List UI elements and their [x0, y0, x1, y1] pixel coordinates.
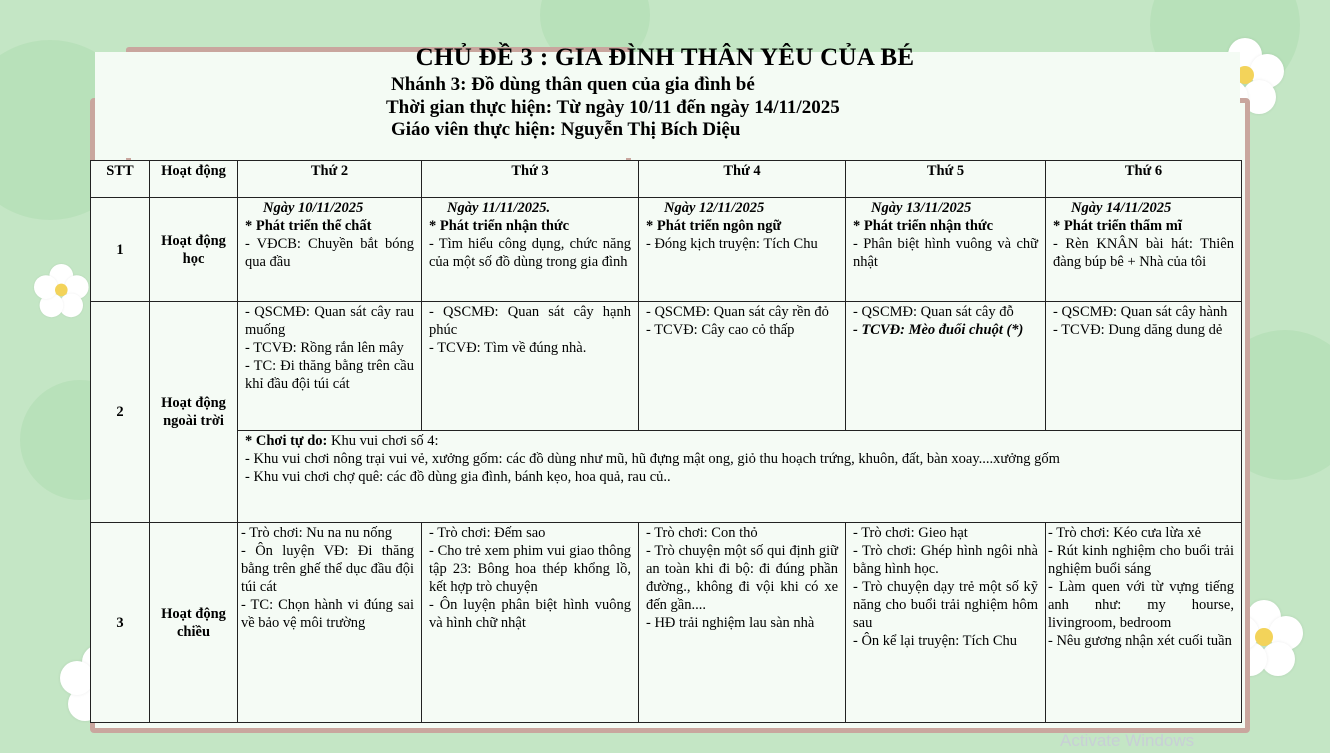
row-number: 3	[91, 523, 150, 723]
schedule-cell	[639, 302, 846, 431]
activity-line: - QSCMĐ: Quan sát cây đỗ	[853, 304, 1014, 320]
schedule-cell	[422, 523, 639, 723]
table-header-row	[91, 161, 1242, 198]
activity-line: - Trò chơi: Gieo hạt	[853, 525, 968, 541]
domain-label: * Phát triển nhận thức	[429, 218, 570, 234]
column-header: Thứ 4	[639, 161, 846, 198]
activity-line: - TCVĐ: Tìm về đúng nhà.	[429, 340, 587, 356]
branch-line: Nhánh 3: Đồ dùng thân quen của gia đình bé	[391, 74, 755, 95]
date-label: Ngày 14/11/2025	[1071, 200, 1172, 216]
activity-line: - Trò chơi: Con thỏ	[646, 525, 758, 541]
flower-decoration-icon	[34, 264, 76, 306]
row-number: 1	[91, 198, 150, 302]
schedule-cell	[639, 198, 846, 302]
schedule-cell	[1046, 302, 1242, 431]
column-header: Thứ 2	[238, 161, 422, 198]
column-header: STT	[91, 161, 150, 198]
activity-line: - TCVĐ: Cây cao cỏ thấp	[646, 322, 795, 338]
schedule-cell	[1046, 198, 1242, 302]
activity-line: - Trò chuyện dạy trẻ một số kỹ năng cho buổi trải nghiệm hôm sau	[853, 579, 1038, 631]
domain-label: * Phát triển thể chất	[245, 218, 372, 234]
schedule-cell	[846, 198, 1046, 302]
activity-line: - TC: Chọn hành vi đúng sai về bảo vệ môi trường	[241, 597, 414, 631]
activity-line: - Ôn kể lại truyện: Tích Chu	[853, 633, 1018, 649]
domain-label: * Phát triển nhận thức	[853, 218, 994, 234]
free-play-text: Khu vui chơi số 4:	[327, 433, 439, 449]
schedule-cell	[639, 523, 846, 723]
free-play-cell	[238, 431, 1242, 523]
teacher-line: Giáo viên thực hiện: Nguyễn Thị Bích Diệu	[391, 119, 741, 140]
table-row	[91, 302, 1242, 431]
schedule-cell	[846, 523, 1046, 723]
table-row	[91, 198, 1242, 302]
schedule-cell	[238, 198, 422, 302]
activity-line: - Trò chơi: Nu na nu nống	[241, 525, 393, 541]
activity-line: - Đóng kịch truyện: Tích Chu	[646, 236, 818, 252]
activity-line: - TC: Đi thăng bằng trên cầu khỉ đầu đội túi cát	[245, 358, 414, 392]
date-label: Ngày 12/11/2025	[664, 200, 765, 216]
free-play-line: - Khu vui chơi chợ quê: các đồ dùng gia đình, bánh kẹo, hoa quả, rau củ..	[245, 469, 671, 485]
activity-line: - Phân biệt hình vuông và chữ nhật	[853, 236, 1038, 270]
activate-windows-watermark: Activate Windows	[1060, 731, 1195, 750]
activity-line: - VĐCB: Chuyền bắt bóng qua đầu	[245, 236, 414, 270]
activity-line: - HĐ trải nghiệm lau sàn nhà	[646, 615, 815, 631]
activity-name: Hoạt động ngoài trời	[150, 302, 238, 523]
column-header: Thứ 6	[1046, 161, 1242, 198]
activity-line: - Làm quen với từ vựng tiếng anh như: my hourse, livingroom, bedroom	[1048, 579, 1234, 631]
table-row	[91, 431, 1242, 523]
activity-line: - Ôn luyện VĐ: Đi thăng bằng trên ghế thể dục đầu đội túi cát	[241, 543, 414, 595]
activity-line: - Trò chơi: Đếm sao	[429, 525, 546, 541]
weekly-plan-table	[90, 160, 1242, 723]
column-header: Hoạt động	[150, 161, 238, 198]
activity-line: - QSCMĐ: Quan sát cây hạnh phúc	[429, 304, 631, 338]
schedule-cell	[846, 302, 1046, 431]
activity-line: - TCVĐ: Dung dăng dung dẻ	[1053, 322, 1223, 338]
time-line: Thời gian thực hiện: Từ ngày 10/11 đến ngày 14/11/2025	[386, 97, 840, 118]
row-number: 2	[91, 302, 150, 523]
schedule-cell	[1046, 523, 1242, 723]
activity-line: - Tìm hiểu công dụng, chức năng của một số đồ dùng trong gia đình	[429, 236, 631, 270]
schedule-cell	[238, 523, 422, 723]
schedule-cell	[238, 302, 422, 431]
activity-line: - QSCMĐ: Quan sát cây hành	[1053, 304, 1228, 320]
domain-label: * Phát triển thẩm mĩ	[1053, 218, 1182, 234]
page-title: CHỦ ĐỀ 3 : GIA ĐÌNH THÂN YÊU CỦA BÉ	[415, 44, 915, 71]
free-play-line: - Khu vui chơi nông trại vui vẻ, xưởng gốm: các đồ dùng như mũ, hũ đựng mật ong, giỏ thu hoạch trứng, khuôn, đất, bàn xoay....xưởng gốm	[245, 451, 1060, 467]
activity-name: Hoạt động chiều	[150, 523, 238, 723]
domain-label: * Phát triển ngôn ngữ	[646, 218, 782, 234]
free-play-heading	[245, 432, 1234, 450]
activity-line: - Ôn luyện phân biệt hình vuông và hình chữ nhật	[429, 597, 631, 631]
activity-line: - Trò chơi: Kéo cưa lừa xẻ	[1048, 525, 1202, 541]
activity-line-highlight: - TCVĐ: Mèo đuổi chuột (*)	[853, 322, 1024, 338]
activity-line: - QSCMĐ: Quan sát cây rền đỏ	[646, 304, 829, 320]
document-header	[0, 0, 1330, 150]
activity-line: - Rút kinh nghiệm cho buổi trải nghiệm buổi sáng	[1048, 543, 1234, 577]
table-row	[91, 523, 1242, 723]
date-label: Ngày 10/11/2025	[263, 200, 364, 216]
activity-line: - Trò chuyện một số qui định giữ an toàn khi đi bộ: đi đúng phần đường., không đi vội khi có xe đến gần....	[646, 543, 838, 613]
activity-line: - QSCMĐ: Quan sát cây rau muống	[245, 304, 414, 338]
activity-line: - Cho trẻ xem phim vui giao thông tập 23: Bông hoa thép khổng lồ, kết hợp trò chuyện	[429, 543, 631, 595]
column-header: Thứ 5	[846, 161, 1046, 198]
activity-line: - Rèn KNÂN bài hát: Thiên đàng búp bê + Nhà của tôi	[1053, 236, 1234, 270]
date-label: Ngày 11/11/2025.	[447, 200, 551, 216]
schedule-cell	[422, 302, 639, 431]
activity-line: - TCVĐ: Rồng rắn lên mây	[245, 340, 404, 356]
date-label: Ngày 13/11/2025	[871, 200, 972, 216]
free-play-label: * Chơi tự do:	[245, 433, 328, 449]
activity-name: Hoạt động học	[150, 198, 238, 302]
schedule-cell	[422, 198, 639, 302]
activity-line: - Nêu gương nhận xét cuối tuần	[1048, 633, 1232, 649]
activity-line: - Trò chơi: Ghép hình ngôi nhà bằng hình học.	[853, 543, 1038, 577]
column-header: Thứ 3	[422, 161, 639, 198]
